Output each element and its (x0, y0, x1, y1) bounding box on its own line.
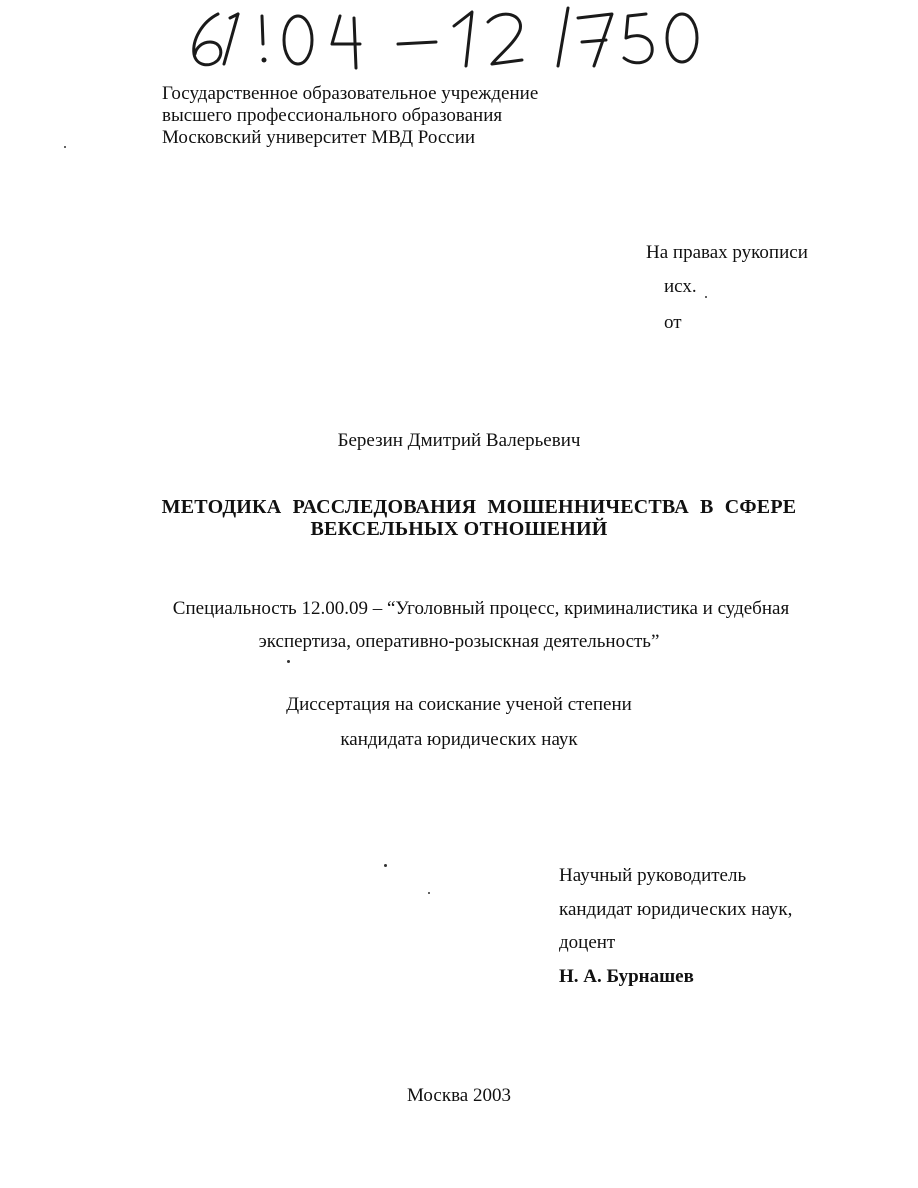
scan-speck (705, 296, 707, 298)
title-line-2: ВЕКСЕЛЬНЫХ ОТНОШЕНИЙ (310, 518, 608, 540)
supervisor-role: Научный руководитель (559, 865, 747, 886)
title-line-1: МЕТОДИКА РАССЛЕДОВАНИЯ МОШЕННИЧЕСТВА В СФЕРЕ (161, 496, 797, 518)
specialty-line-1: Специальность 12.00.09 – “Уголовный процесс, криминалистика и судебная (172, 598, 790, 619)
author-name: Березин Дмитрий Валерьевич (337, 430, 581, 451)
manuscript-rights: На правах рукописи (646, 242, 808, 263)
scan-speck (64, 146, 66, 148)
scan-speck (287, 660, 290, 663)
outgoing-number-label: исх. (664, 276, 697, 297)
dissertation-degree-line-1: Диссертация на соискание ученой степени (286, 694, 632, 715)
institution-line-2: высшего профессионального образования (162, 105, 503, 126)
handwritten-number-mark (180, 4, 710, 74)
dissertation-title (0, 496, 918, 540)
scan-speck (428, 892, 430, 894)
scan-speck (384, 864, 387, 867)
supervisor-rank: доцент (559, 932, 616, 953)
date-from-label: от (664, 312, 682, 333)
supervisor-degree: кандидат юридических наук, (559, 899, 793, 920)
city-year: Москва 2003 (407, 1085, 511, 1106)
institution-line-3: Московский университет МВД России (162, 127, 476, 148)
institution-line-1: Государственное образовательное учреждение (162, 83, 539, 104)
specialty-line-2: экспертиза, оперативно-розыскная деятельность” (258, 631, 660, 652)
dissertation-degree-line-2: кандидата юридических наук (340, 729, 578, 750)
institution-block (162, 83, 538, 149)
supervisor-name: Н. А. Бурнашев (559, 966, 694, 987)
